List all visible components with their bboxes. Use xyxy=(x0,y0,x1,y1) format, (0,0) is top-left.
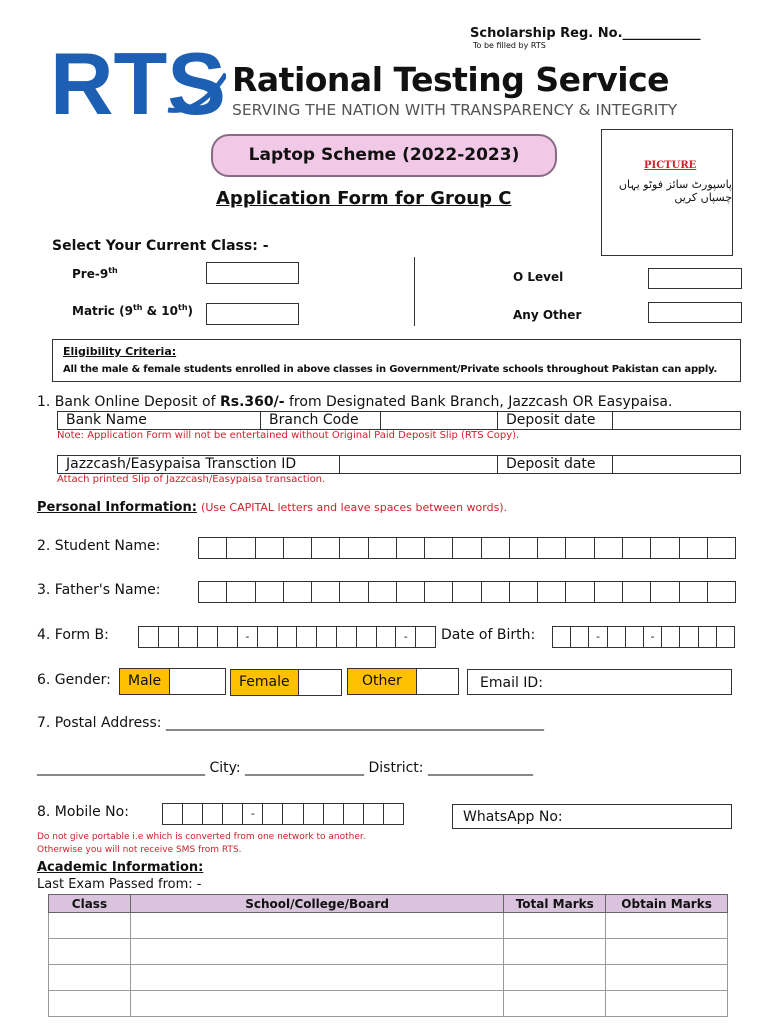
jazzcash-field[interactable] xyxy=(340,456,498,473)
jazzcash-label: Jazzcash/Easypaisa Transction ID xyxy=(58,456,340,473)
matric-label: Matric (9th & 10th) xyxy=(72,303,194,318)
dob-dash: - xyxy=(589,627,607,647)
deposit-instruction: 1. Bank Online Deposit of Rs.360/- from Designated Bank Branch, Jazzcash OR Easypaisa. xyxy=(37,394,673,410)
branch-code-label: Branch Code xyxy=(261,412,381,429)
bank-name-label: Bank Name xyxy=(58,412,261,429)
academic-heading: Academic Information: xyxy=(37,860,204,875)
rts-logo xyxy=(50,44,226,124)
gender-other-option[interactable] xyxy=(347,668,459,695)
academic-table xyxy=(48,894,728,1017)
male-label: Male xyxy=(120,669,170,694)
deposit-date-label: Deposit date xyxy=(498,412,613,429)
eligibility-title: Eligibility Criteria: xyxy=(63,345,177,358)
academic-sub: Last Exam Passed from: - xyxy=(37,877,202,892)
branch-code-field[interactable] xyxy=(381,412,498,429)
deposit-date2-field[interactable] xyxy=(613,456,740,473)
student-name-label: 2. Student Name: xyxy=(37,538,161,554)
dob-field[interactable] xyxy=(552,626,735,648)
mobile-field[interactable] xyxy=(162,803,404,825)
picture-box[interactable] xyxy=(601,129,733,256)
olevel-checkbox[interactable] xyxy=(648,268,742,289)
female-checkbox[interactable] xyxy=(299,670,341,695)
table-row xyxy=(49,991,728,1017)
form-title: Application Form for Group C xyxy=(216,188,512,209)
matric-checkbox[interactable] xyxy=(206,303,299,325)
col-total-marks: Total Marks xyxy=(504,895,606,913)
org-name: Rational Testing Service xyxy=(232,60,670,99)
other-checkbox[interactable] xyxy=(417,669,458,694)
picture-urdu: پاسپورٹ سائز فوٹو یہاں چسپاں کریں xyxy=(618,178,732,204)
whatsapp-field[interactable]: WhatsApp No: xyxy=(452,804,732,829)
personal-heading: Personal Information: (Use CAPITAL letters and leave spaces between words). xyxy=(37,500,508,515)
scheme-title: Laptop Scheme (2022-2023) xyxy=(211,134,557,177)
postal-address-line[interactable]: 7. Postal Address: ______________________________________________________ xyxy=(37,715,544,731)
deposit-note: Note: Application Form will not be entertained without Original Paid Deposit Slip (RTS Copy). xyxy=(57,430,520,441)
student-name-field[interactable] xyxy=(198,537,736,559)
bank-deposit-row xyxy=(57,411,741,430)
class-heading: Select Your Current Class: - xyxy=(52,238,269,254)
dob-dash: - xyxy=(644,627,662,647)
tagline: SERVING THE NATION WITH TRANSPARENCY & INTEGRITY xyxy=(232,101,678,119)
eligibility-text: All the male & female students enrolled in above classes in Government/Private schools throughout Pakistan can apply. xyxy=(63,364,718,375)
olevel-label: O Level xyxy=(513,270,564,284)
reg-note: To be filled by RTS xyxy=(473,41,546,50)
table-row xyxy=(49,913,728,939)
gender-label: 6. Gender: xyxy=(37,672,111,688)
table-row xyxy=(49,939,728,965)
jazzcash-row xyxy=(57,455,741,474)
logo-text: RTS xyxy=(50,44,226,124)
scholarship-reg-label: Scholarship Reg. No.____________ xyxy=(470,26,701,41)
col-class: Class xyxy=(49,895,131,913)
father-name-label: 3. Father's Name: xyxy=(37,582,161,598)
form-b-field[interactable] xyxy=(138,626,436,648)
gender-male-option[interactable] xyxy=(119,668,226,695)
col-obtain-marks: Obtain Marks xyxy=(606,895,728,913)
deposit-date-field[interactable] xyxy=(613,412,740,429)
dob-label: Date of Birth: xyxy=(441,627,536,643)
gender-female-option[interactable] xyxy=(230,669,342,696)
pre9-label: Pre-9th xyxy=(72,266,118,281)
table-row xyxy=(49,965,728,991)
other-label: Other xyxy=(348,669,417,694)
other-class-label: Any Other xyxy=(513,308,582,322)
mobile-label: 8. Mobile No: xyxy=(37,804,129,820)
mobile-note-2: Otherwise you will not receive SMS from RTS. xyxy=(37,845,242,855)
city-district-line[interactable]: ________________________ City: _________________ District: _______________ xyxy=(37,760,533,776)
form-b-dash: - xyxy=(396,627,416,647)
attach-note: Attach printed Slip of Jazzcash/Easypaisa transaction. xyxy=(57,474,326,485)
form-b-dash: - xyxy=(238,627,258,647)
class-divider xyxy=(414,257,415,326)
mobile-note-1: Do not give portable i.e which is converted from one network to another. xyxy=(37,832,366,842)
male-checkbox[interactable] xyxy=(170,669,225,694)
picture-label: PICTURE xyxy=(644,160,697,171)
pre9-checkbox[interactable] xyxy=(206,262,299,284)
other-class-checkbox[interactable] xyxy=(648,302,742,323)
email-field[interactable]: Email ID: xyxy=(467,669,732,695)
mobile-dash: - xyxy=(243,804,263,824)
eligibility-box xyxy=(52,339,741,382)
father-name-field[interactable] xyxy=(198,581,736,603)
deposit-date2-label: Deposit date xyxy=(498,456,613,473)
form-b-label: 4. Form B: xyxy=(37,627,109,643)
female-label: Female xyxy=(231,670,299,695)
col-school: School/College/Board xyxy=(130,895,503,913)
